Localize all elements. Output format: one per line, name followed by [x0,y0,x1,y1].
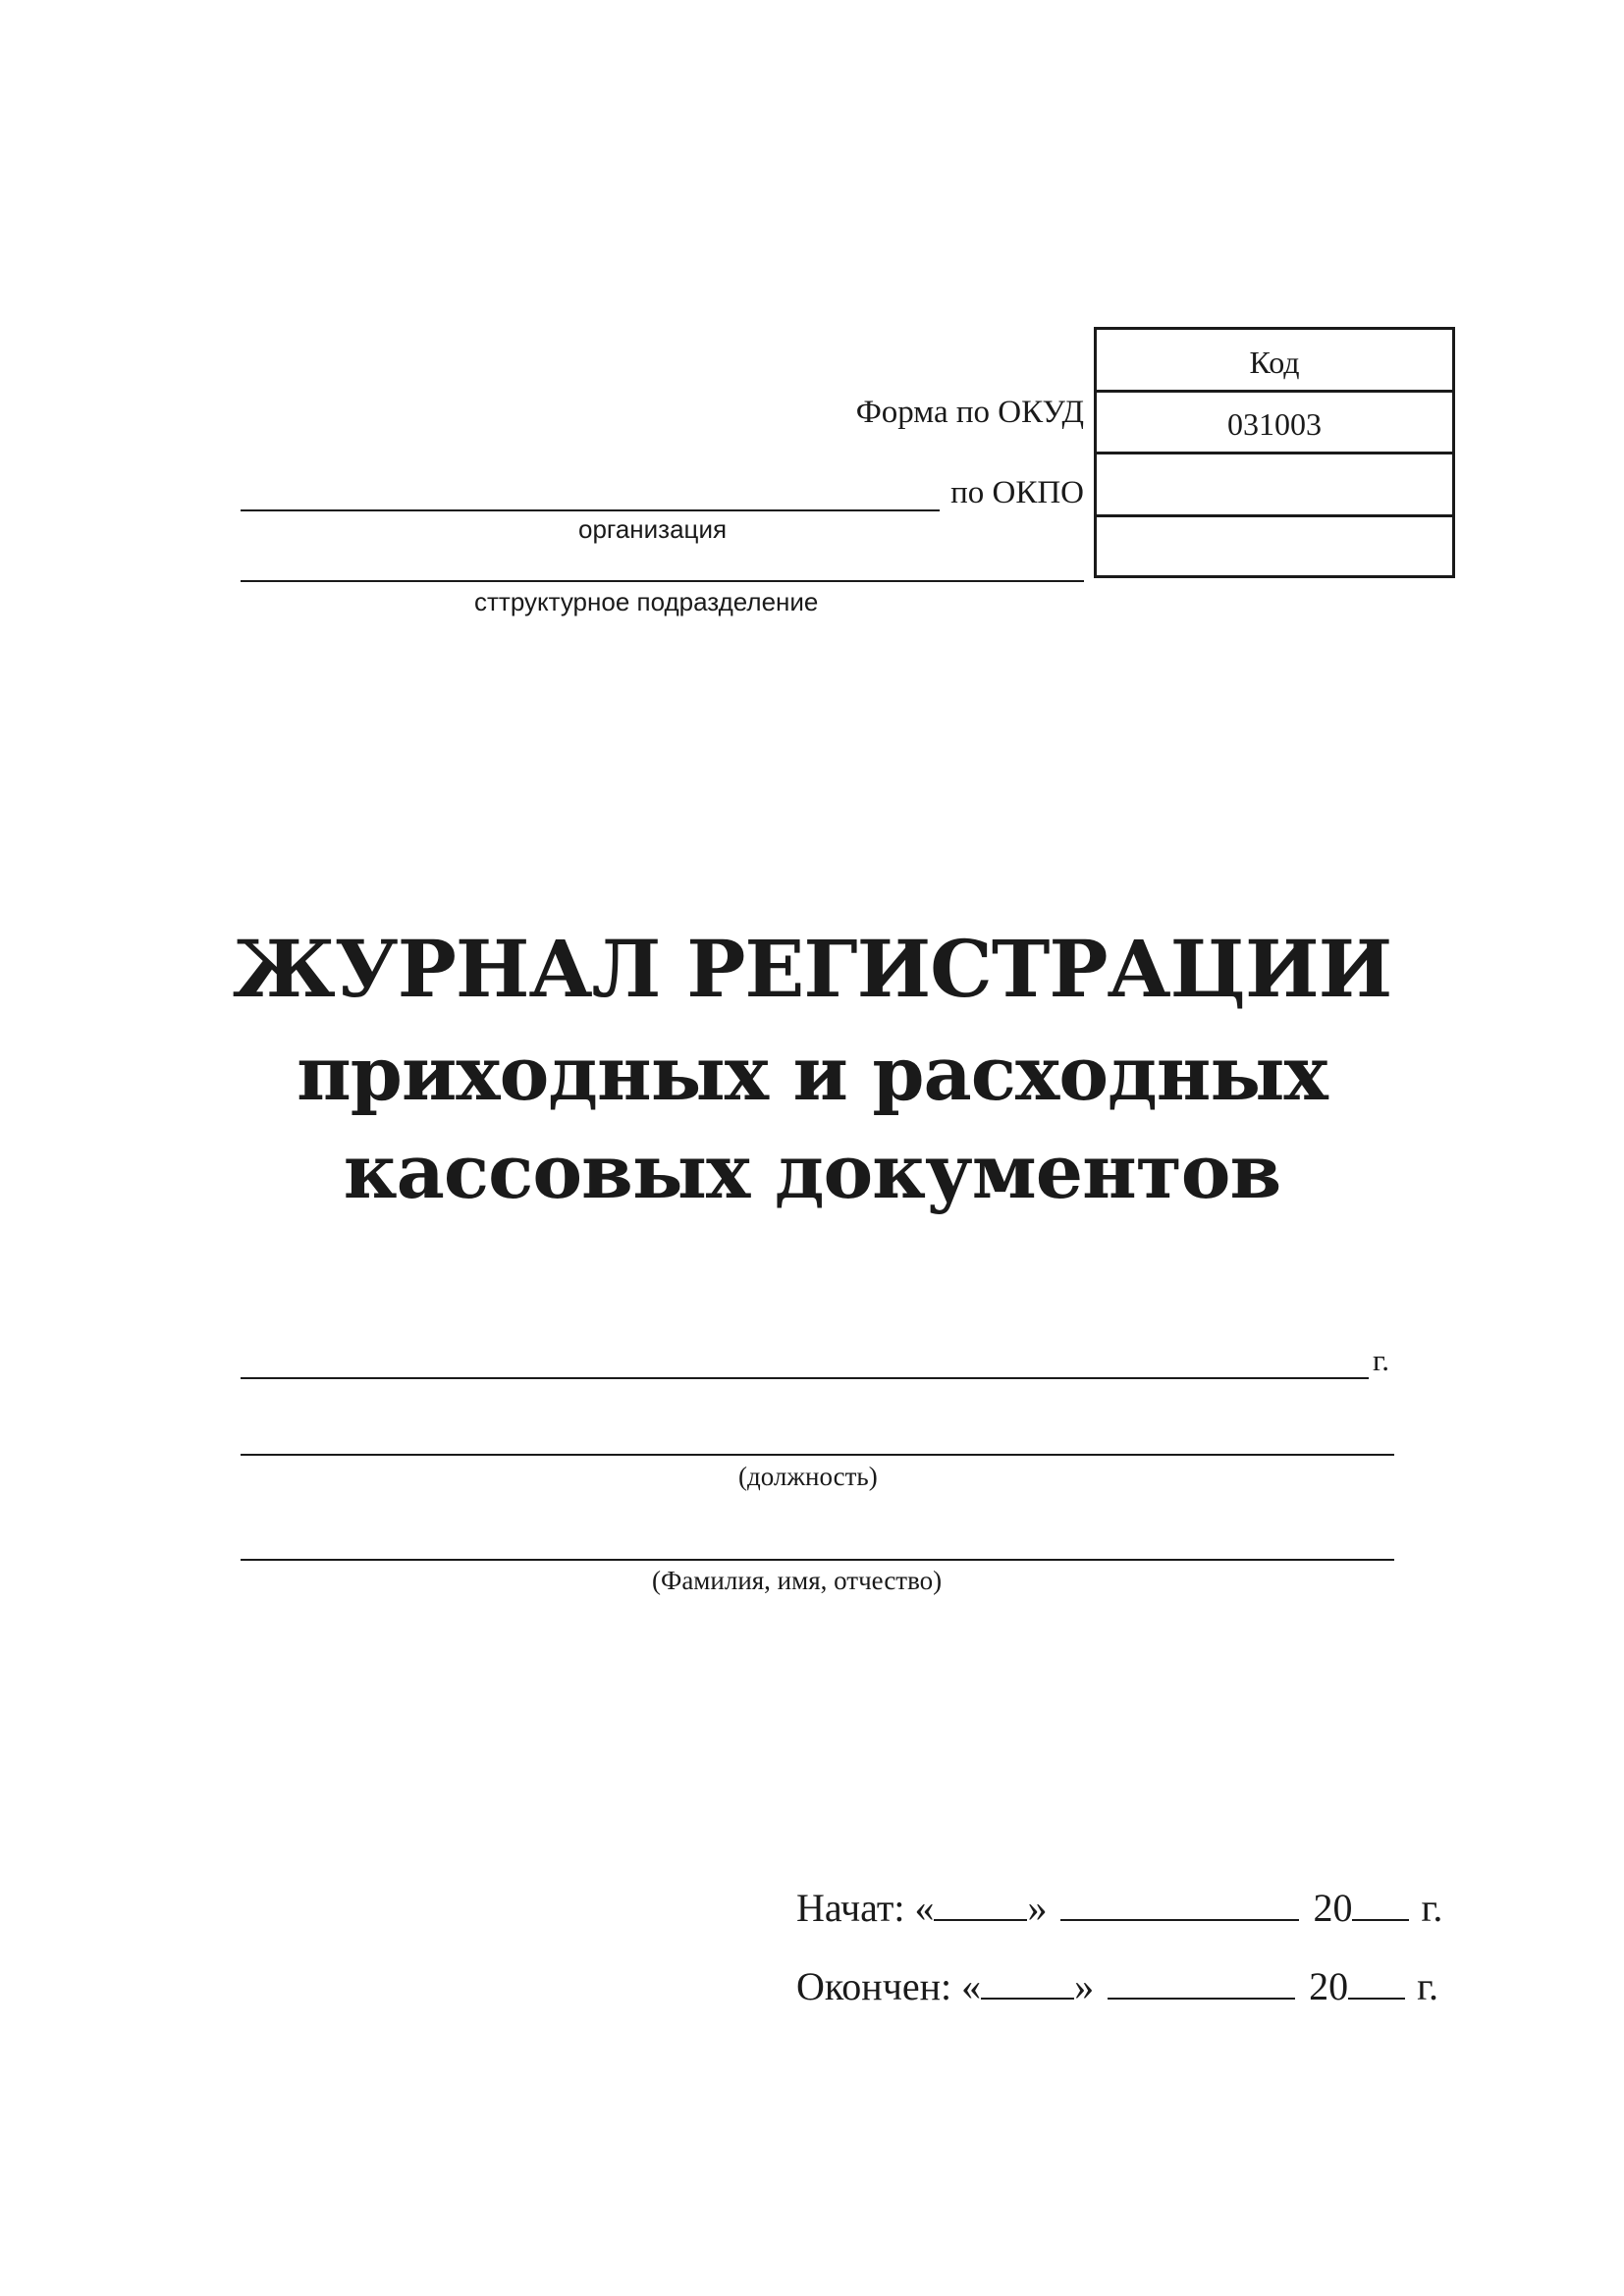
title-line-1: ЖУРНАЛ РЕГИСТРАЦИИ [232,923,1392,1015]
code-header: Код [1097,330,1452,393]
organization-caption: организация [578,514,728,544]
okud-label: Форма по ОКУД [855,395,1084,430]
finished-year-abbr: г. [1417,1964,1438,2008]
code-table [1094,327,1455,578]
finished-row [796,1963,1438,2009]
finished-century: 20 [1309,1964,1349,2008]
okud-code-cell[interactable]: 031003 [1097,393,1452,454]
finished-day-blank[interactable] [981,1968,1074,2000]
close-quote: » [1074,1964,1095,2008]
started-year-abbr: г. [1421,1886,1443,1930]
extra-code-cell[interactable] [1097,517,1452,575]
okpo-label: по ОКПО [950,475,1084,510]
name-caption: (Фамилия, имя, отчество) [652,1566,943,1595]
title-line-3: кассовых документов [343,1128,1281,1215]
position-line[interactable] [241,1454,1394,1456]
city-line[interactable] [241,1377,1369,1379]
title-line-2: приходных и расходных [297,1030,1327,1117]
finished-label: Окончен: [796,1964,952,2008]
finished-month-blank[interactable] [1108,1968,1295,2000]
started-month-blank[interactable] [1060,1890,1299,1921]
name-line[interactable] [241,1559,1394,1561]
position-caption: (должность) [738,1462,878,1491]
open-quote: « [961,1964,982,2008]
year-suffix: г. [1373,1343,1389,1377]
started-day-blank[interactable] [934,1890,1027,1921]
open-quote: « [914,1886,935,1930]
organization-line[interactable] [241,509,940,511]
close-quote: » [1027,1886,1048,1930]
started-row [796,1885,1442,1931]
started-label: Начат: [796,1886,905,1930]
started-century: 20 [1313,1886,1353,1930]
started-year-blank[interactable] [1352,1890,1409,1921]
finished-year-blank[interactable] [1348,1968,1405,2000]
subdivision-line[interactable] [241,580,1084,582]
subdivision-caption: сттруктурное подразделение [474,587,819,616]
okpo-code-cell[interactable] [1097,454,1452,517]
